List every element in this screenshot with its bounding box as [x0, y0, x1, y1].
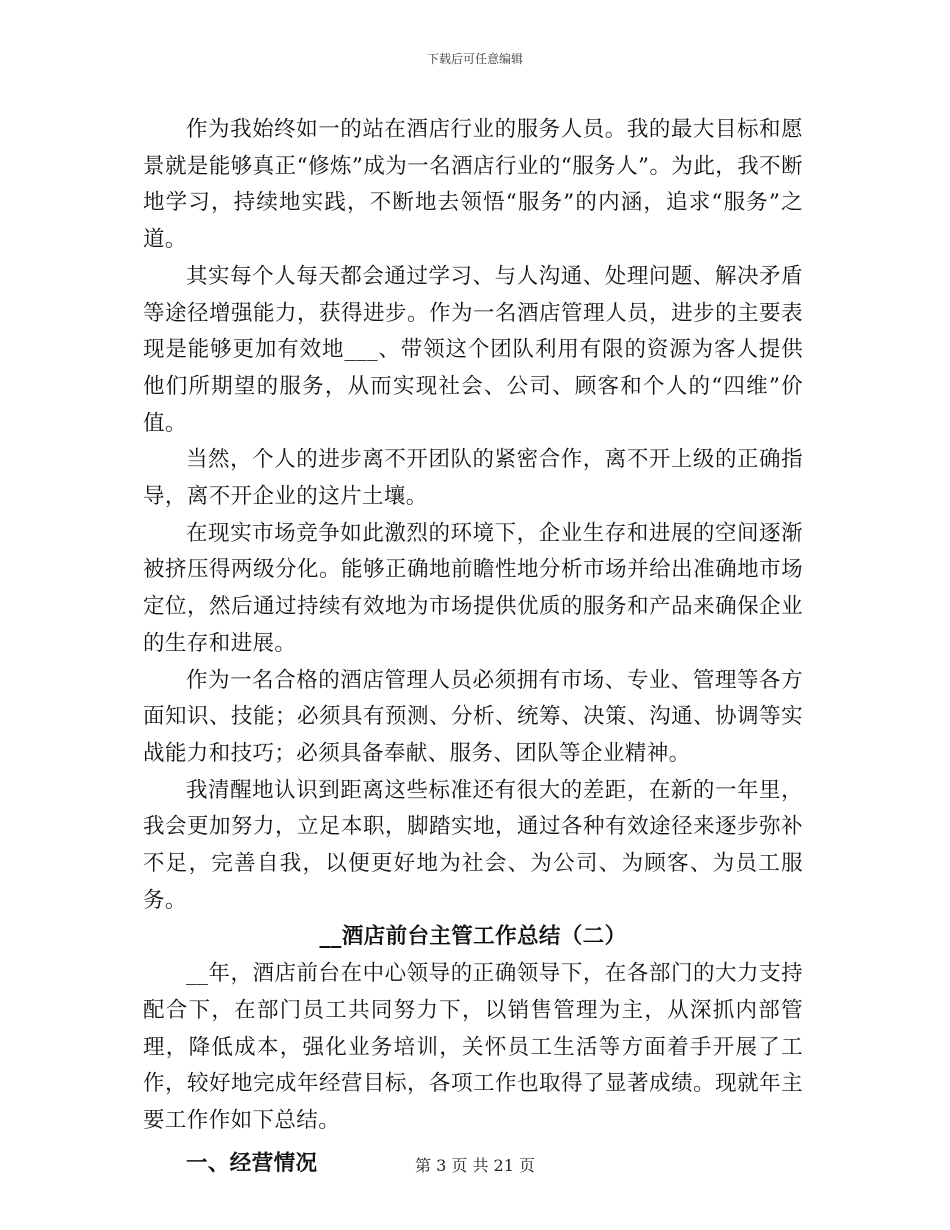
page-footer: 第 3 页 共 21 页	[415, 1156, 535, 1175]
paragraph-2: 其实每个人每天都会通过学习、与人沟通、处理问题、解决矛盾等途径增强能力，获得进步。作为一名酒店管理人员，进步的主要表现是能够更加有效地___、带领这个团队利用有限的资源为客人提供他们所期望的服务，从而实现社会、公司、顾客和个人的“四维”价值。	[143, 263, 803, 436]
paragraph-1: 作为我始终如一的站在酒店行业的服务人员。我的最大目标和愿景就是能够真正“修炼”成为一名酒店行业的“服务人”。为此，我不断地学习，持续地实践，不断地去领悟“服务”的内涵，追求“服务”之道。	[143, 117, 803, 253]
subheading: 一、经营情况	[186, 1150, 318, 1176]
paragraph-3: 当然，个人的进步离不开团队的紧密合作，离不开上级的正确指导，离不开企业的这片土壤。	[143, 447, 803, 510]
paragraph-5: 作为一名合格的酒店管理人员必须拥有市场、专业、管理等各方面知识、技能；必须具有预测、分析、统筹、决策、沟通、协调等实战能力和技巧；必须具备奉献、服务、团队等企业精神。	[143, 667, 803, 766]
intro-paragraph: __年，酒店前台在中心领导的正确领导下，在各部门的大力支持配合下，在部门员工共同努力下，以销售管理为主，从深抓内部管理，降低成本，强化业务培训，关怀员工生活等方面着手开展了工作，较好地完成年经营目标，各项工作也取得了显著成绩。现就年主要工作作如下总结。	[143, 961, 803, 1133]
section-title: __酒店前台主管工作总结（二）	[319, 924, 627, 950]
paragraph-6: 我清醒地认识到距离这些标准还有很大的差距，在新的一年里，我会更加努力，立足本职，脚踏实地，通过各种有效途径来逐步弥补不足，完善自我，以便更好地为社会、为公司、为顾客、为员工服务。	[143, 777, 803, 913]
page-header: 下载后可任意编辑	[426, 52, 523, 66]
document-body	[143, 112, 803, 1182]
paragraph-4: 在现实市场竞争如此激烈的环境下，企业生存和进展的空间逐渐被挤压得两级分化。能够正确地前瞻性地分析市场并给出准确地市场定位，然后通过持续有效地为市场提供优质的服务和产品来确保企业的生存和进展。	[143, 520, 803, 656]
